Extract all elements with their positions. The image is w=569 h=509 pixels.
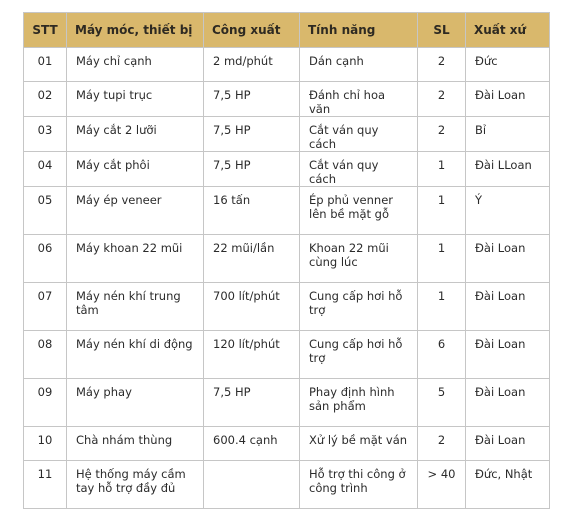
cell-feature: Cung cấp hơi hỗ trợ bbox=[300, 283, 418, 331]
cell-origin: Ý bbox=[466, 187, 550, 235]
cell-stt: 10 bbox=[24, 427, 67, 461]
table-row bbox=[24, 152, 550, 187]
cell-quantity: 2 bbox=[418, 427, 466, 461]
header-row bbox=[24, 13, 550, 48]
cell-feature: Đánh chỉ hoa văn bbox=[300, 82, 418, 117]
cell-power: 7,5 HP bbox=[204, 379, 300, 427]
header-quantity: SL bbox=[418, 13, 466, 48]
cell-stt: 04 bbox=[24, 152, 67, 187]
cell-feature: Xử lý bề mặt ván bbox=[300, 427, 418, 461]
header-power: Công xuất bbox=[204, 13, 300, 48]
cell-feature: Cắt ván quy cách bbox=[300, 152, 418, 187]
cell-quantity: 6 bbox=[418, 331, 466, 379]
cell-origin: Đài Loan bbox=[466, 379, 550, 427]
cell-origin: Đức, Nhật bbox=[466, 461, 550, 509]
cell-feature: Khoan 22 mũi cùng lúc bbox=[300, 235, 418, 283]
table-row bbox=[24, 331, 550, 379]
cell-feature: Hỗ trợ thi công ở công trình bbox=[300, 461, 418, 509]
header-machine: Máy móc, thiết bị bbox=[67, 13, 204, 48]
cell-quantity: 1 bbox=[418, 152, 466, 187]
cell-stt: 02 bbox=[24, 82, 67, 117]
cell-origin: Đài LLoan bbox=[466, 152, 550, 187]
cell-machine: Máy khoan 22 mũi bbox=[67, 235, 204, 283]
cell-power: 16 tấn bbox=[204, 187, 300, 235]
cell-quantity: 2 bbox=[418, 48, 466, 82]
cell-stt: 05 bbox=[24, 187, 67, 235]
cell-quantity: 2 bbox=[418, 82, 466, 117]
table-row bbox=[24, 187, 550, 235]
cell-quantity: 1 bbox=[418, 187, 466, 235]
table-row bbox=[24, 283, 550, 331]
cell-power bbox=[204, 461, 300, 509]
table-row bbox=[24, 379, 550, 427]
cell-power: 120 lít/phút bbox=[204, 331, 300, 379]
equipment-table bbox=[23, 12, 550, 509]
header-stt: STT bbox=[24, 13, 67, 48]
cell-machine: Máy tupi trục bbox=[67, 82, 204, 117]
table-row bbox=[24, 48, 550, 82]
cell-origin: Đức bbox=[466, 48, 550, 82]
cell-machine: Chà nhám thùng bbox=[67, 427, 204, 461]
table-row bbox=[24, 117, 550, 152]
cell-power: 700 lít/phút bbox=[204, 283, 300, 331]
cell-stt: 07 bbox=[24, 283, 67, 331]
cell-feature: Cắt ván quy cách bbox=[300, 117, 418, 152]
cell-feature: Dán cạnh bbox=[300, 48, 418, 82]
cell-stt: 03 bbox=[24, 117, 67, 152]
table-row bbox=[24, 235, 550, 283]
cell-origin: Đài Loan bbox=[466, 331, 550, 379]
cell-stt: 06 bbox=[24, 235, 67, 283]
cell-origin: Đài Loan bbox=[466, 283, 550, 331]
cell-origin: Đài Loan bbox=[466, 82, 550, 117]
cell-origin: Bỉ bbox=[466, 117, 550, 152]
header-feature: Tính năng bbox=[300, 13, 418, 48]
cell-quantity: 1 bbox=[418, 235, 466, 283]
cell-power: 600.4 cạnh bbox=[204, 427, 300, 461]
cell-feature: Ép phủ venner lên bề mặt gỗ bbox=[300, 187, 418, 235]
cell-quantity: > 40 bbox=[418, 461, 466, 509]
cell-stt: 11 bbox=[24, 461, 67, 509]
cell-power: 7,5 HP bbox=[204, 117, 300, 152]
header-origin: Xuất xứ bbox=[466, 13, 550, 48]
cell-feature: Cung cấp hơi hỗ trợ bbox=[300, 331, 418, 379]
cell-origin: Đài Loan bbox=[466, 235, 550, 283]
cell-quantity: 1 bbox=[418, 283, 466, 331]
cell-power: 7,5 HP bbox=[204, 82, 300, 117]
cell-quantity: 2 bbox=[418, 117, 466, 152]
cell-machine: Máy nén khí trung tâm bbox=[67, 283, 204, 331]
table-row bbox=[24, 82, 550, 117]
cell-stt: 08 bbox=[24, 331, 67, 379]
cell-power: 22 mũi/lần bbox=[204, 235, 300, 283]
cell-machine: Máy cắt phôi bbox=[67, 152, 204, 187]
cell-machine: Máy nén khí di động bbox=[67, 331, 204, 379]
cell-power: 2 md/phút bbox=[204, 48, 300, 82]
table-row bbox=[24, 427, 550, 461]
cell-machine: Máy cắt 2 lưỡi bbox=[67, 117, 204, 152]
cell-machine: Máy ép veneer bbox=[67, 187, 204, 235]
table-row bbox=[24, 461, 550, 509]
cell-stt: 09 bbox=[24, 379, 67, 427]
cell-quantity: 5 bbox=[418, 379, 466, 427]
cell-origin: Đài Loan bbox=[466, 427, 550, 461]
cell-machine: Hệ thống máy cầm tay hỗ trợ đầy đủ bbox=[67, 461, 204, 509]
cell-machine: Máy phay bbox=[67, 379, 204, 427]
cell-machine: Máy chỉ cạnh bbox=[67, 48, 204, 82]
cell-stt: 01 bbox=[24, 48, 67, 82]
cell-power: 7,5 HP bbox=[204, 152, 300, 187]
cell-feature: Phay định hình sản phẩm bbox=[300, 379, 418, 427]
